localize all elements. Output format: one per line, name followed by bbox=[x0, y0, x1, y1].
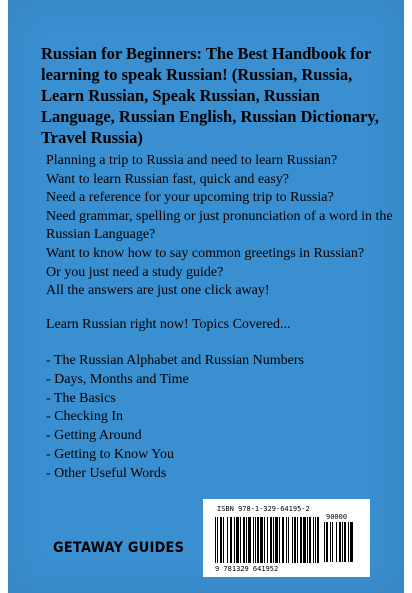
ean-digits: 9 781329 641952 bbox=[215, 565, 279, 573]
topic-item: - Getting Around bbox=[46, 428, 142, 444]
addon-number: 90000 bbox=[326, 513, 348, 521]
isbn-text: ISBN 978-1-329-64195-2 bbox=[217, 505, 310, 513]
ean-barcode-icon bbox=[215, 517, 319, 565]
topic-item: - Checking In bbox=[46, 409, 123, 425]
topic-item: - Other Useful Words bbox=[46, 465, 167, 481]
topic-item: - Days, Months and Time bbox=[46, 371, 189, 387]
question-line: Need a reference for your upcoming trip to Russia? bbox=[46, 190, 334, 206]
barcode-label bbox=[203, 499, 370, 577]
addon-barcode-icon bbox=[324, 522, 360, 564]
topic-list bbox=[46, 352, 346, 484]
question-list bbox=[46, 152, 401, 301]
question-line: Want to know how to say common greetings in Russian? bbox=[46, 245, 365, 261]
topics-intro: Learn Russian right now! Topics Covered... bbox=[46, 317, 291, 332]
question-line: Or you just need a study guide? bbox=[46, 264, 224, 280]
question-line: Planning a trip to Russia and need to learn Russian? bbox=[46, 153, 338, 168]
publisher-logo: GETAWAY GUIDES bbox=[53, 540, 185, 556]
question-line: All the answers are just one click away! bbox=[46, 283, 270, 299]
question-line: Want to learn Russian fast, quick and easy? bbox=[46, 171, 290, 187]
question-line: Need grammar, spelling or just pronunciation of a word in the Russian Language? bbox=[46, 208, 393, 243]
topic-item: - The Russian Alphabet and Russian Numbers bbox=[46, 353, 304, 368]
topic-item: - The Basics bbox=[46, 390, 116, 406]
book-title: Russian for Beginners: The Best Handbook for learning to speak Russian! (Russian, Russia, Learn Russian, Speak Russian, Russian Language, Russian English, Russian Dictionary, Travel Russia) bbox=[41, 44, 379, 147]
topic-item: - Getting to Know You bbox=[46, 446, 174, 462]
